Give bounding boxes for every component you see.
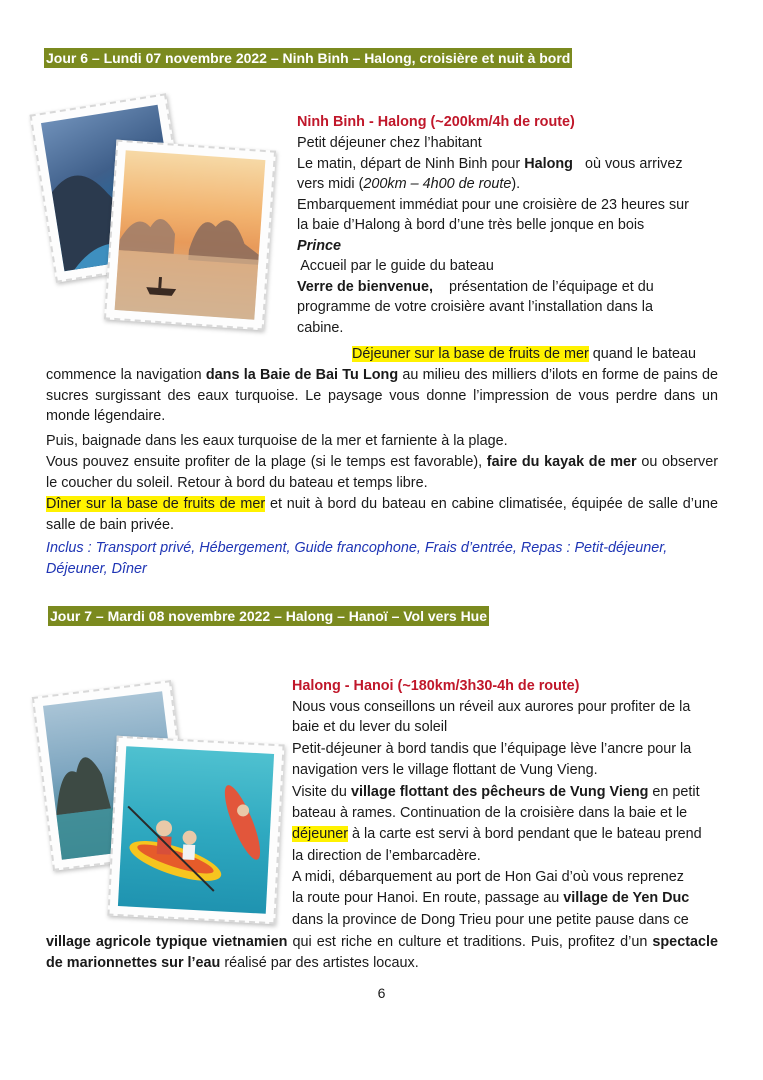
day6-paragraph: Dîner sur la base de fruits de mer et nuit à bord du bateau en cabine climatisée, équipée de salle d’une salle de bain privée. [46,496,718,533]
day6-line: Accueil par le guide du bateau [297,258,494,274]
day7-line: Nous vous conseillons un réveil aux aurores pour profiter de la [292,699,691,715]
day7-paragraph: village agricole typique vietnamien qui est riche en culture et traditions. Puis, profitez d’un spectacle de marionnettes sur l’eau réalisé par des artistes locaux. [46,934,718,971]
dinner-highlight: Dîner sur la base de fruits de mer [46,496,266,512]
day6-lunch-line: Déjeuner sur la base de fruits de mer quand le bateau [352,346,696,362]
day7-photo-stack [40,680,285,935]
day7-line: déjeuner à la carte est servi à bord pendant que le bateau prend [292,826,702,842]
day6-line: Le matin, départ de Ninh Binh pour Halong où vous arrivez [297,156,683,172]
day7-line: A midi, débarquement au port de Hon Gai d’où vous reprenez [292,869,684,885]
day6-line: cabine. [297,320,344,336]
day7-line: navigation vers le village flottant de Vung Vieng. [292,762,598,778]
lunch-highlight: Déjeuner sur la base de fruits de mer [352,346,589,362]
day6-header: Jour 6 – Lundi 07 novembre 2022 – Ninh Binh – Halong, croisière et nuit à bord [46,50,571,66]
day6-line: vers midi (200km – 4h00 de route). [297,176,521,192]
day7-photo-front [107,736,284,925]
day6-line: la baie d’Halong à bord d’une très belle jonque en bois [297,217,645,233]
day7-line: baie et du lever du soleil [292,719,448,735]
day7-header: Jour 7 – Mardi 08 novembre 2022 – Halong – Hanoï – Vol vers Hue [50,608,488,624]
day6-boat-name: Prince [297,238,341,254]
day7-line: Visite du village flottant des pêcheurs de Vung Vieng en petit [292,784,700,800]
day6-route-title: Ninh Binh - Halong (~200km/4h de route) [297,114,575,130]
day7-line: Petit-déjeuner à bord tandis que l’équipage lève l’ancre pour la [292,741,692,757]
day6-paragraph: commence la navigation dans la Baie de Bai Tu Long au milieu des milliers d’ilots en forme de pains de sucres surgissant des eaux turquoise. Le paysage vous donne l’impression de vous perdre dans un monde légendaire. [46,367,718,425]
day7-line: la route pour Hanoi. En route, passage au village de Yen Duc [292,890,690,906]
dejeuner-highlight: déjeuner [292,826,349,842]
page-number: 6 [377,985,386,1001]
day7-line: la direction de l’embarcadère. [292,848,481,864]
day7-line: dans la province de Dong Trieu pour une petite pause dans ce [292,912,689,928]
day6-line: Embarquement immédiat pour une croisière de 23 heures sur [297,197,689,213]
day6-line: Verre de bienvenue, présentation de l’équipage et du [297,279,654,295]
day6-paragraph: Puis, baignade dans les eaux turquoise de la mer et farniente à la plage. [46,433,508,449]
day6-line: Petit déjeuner chez l’habitant [297,135,482,151]
day6-photo-front [104,140,276,331]
day6-line: programme de votre croisière avant l’installation dans la [297,299,653,315]
day6-paragraph: Vous pouvez ensuite profiter de la plage (si le temps est favorable), faire du kayak de mer ou observer le coucher du soleil. Retour à bord du bateau et temps libre. [46,454,718,491]
day6-photo-stack [42,95,282,345]
day6-included: Inclus : Transport privé, Hébergement, Guide francophone, Frais d’entrée, Repas : Petit-déjeuner, Déjeuner, Dîner [46,540,668,577]
day7-route-title: Halong - Hanoi (~180km/3h30-4h de route) [292,678,580,694]
day7-line: bateau à rames. Continuation de la croisière dans la baie et le [292,805,688,821]
